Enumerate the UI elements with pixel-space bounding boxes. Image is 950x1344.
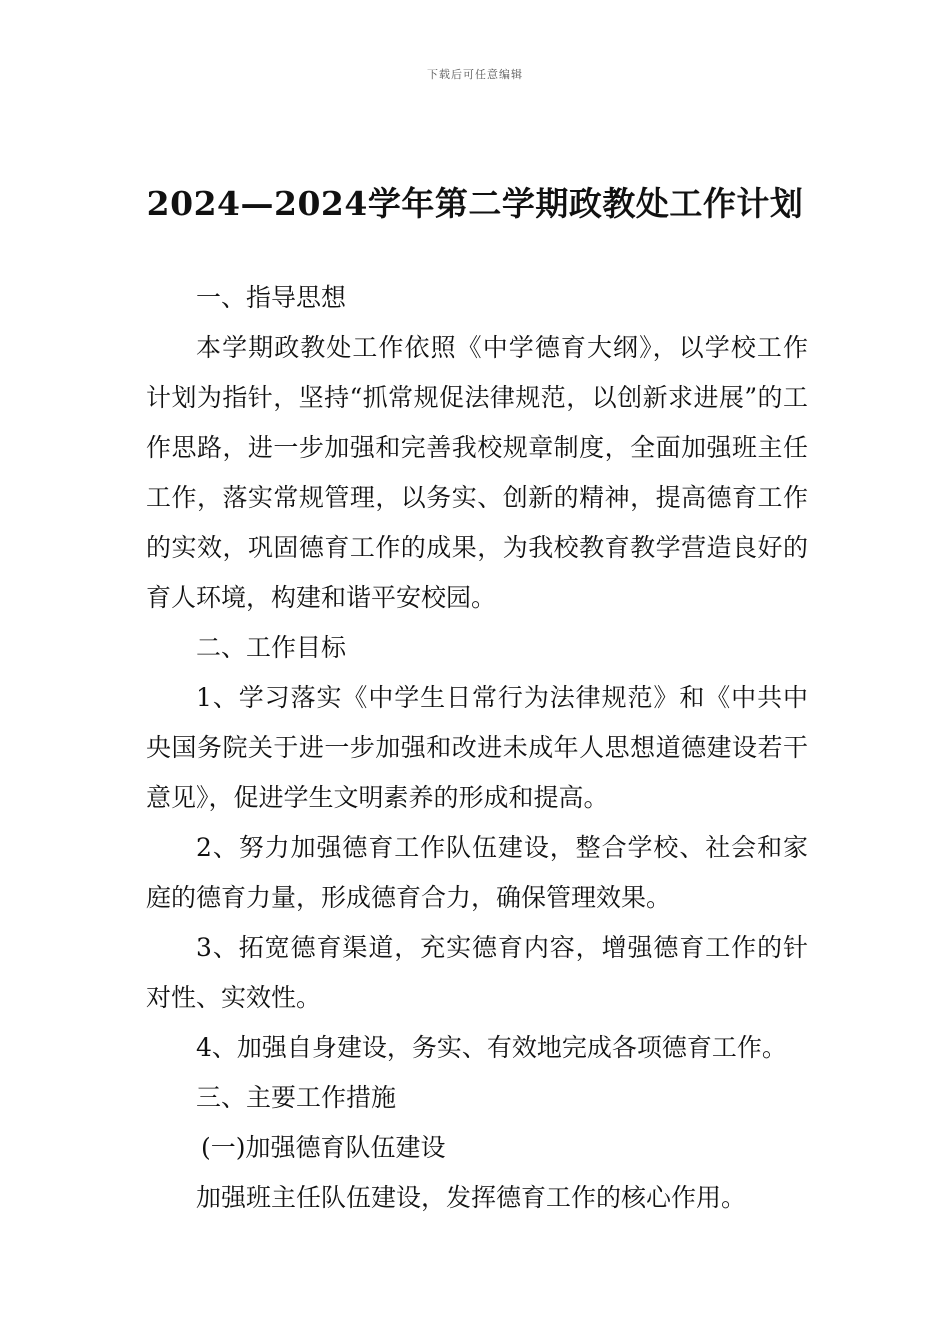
subsection-heading-moral-team: (一)加强德育队伍建设	[201, 1133, 446, 1162]
document-title: 2024—2024学年第二学期政教处工作计划	[146, 184, 804, 223]
document-body	[146, 273, 808, 1223]
section-heading-guiding-ideology: 一、指导思想	[196, 283, 347, 312]
paragraph-goal-1: 1、学习落实《中学生日常行为法律规范》和《中共中央国务院关于进一步加强和改进未成年人思想道德建设若干意见》，促进学生文明素养的形成和提高。	[146, 683, 808, 812]
section-heading-main-measures: 三、主要工作措施	[196, 1083, 397, 1112]
header-note: 下载后可任意编辑	[427, 68, 523, 81]
paragraph-head-teacher-team: 加强班主任队伍建设，发挥德育工作的核心作用。	[196, 1183, 747, 1212]
section-heading-work-goals: 二、工作目标	[196, 633, 347, 662]
paragraph-goal-4: 4、加强自身建设，务实、有效地完成各项德育工作。	[196, 1033, 787, 1062]
paragraph-guiding-ideology: 本学期政教处工作依照《中学德育大纲》，以学校工作计划为指针，坚持“抓常规促法律规范，以创新求进展”的工作思路，进一步加强和完善我校规章制度，全面加强班主任工作，落实常规管理，以务实、创新的精神，提高德育工作的实效，巩固德育工作的成果，为我校教育教学营造良好的育人环境，构建和谐平安校园。	[146, 333, 808, 612]
paragraph-goal-2: 2、努力加强德育工作队伍建设，整合学校、社会和家庭的德育力量，形成德育合力，确保管理效果。	[146, 833, 808, 912]
paragraph-goal-3: 3、拓宽德育渠道，充实德育内容，增强德育工作的针对性、实效性。	[146, 933, 808, 1012]
